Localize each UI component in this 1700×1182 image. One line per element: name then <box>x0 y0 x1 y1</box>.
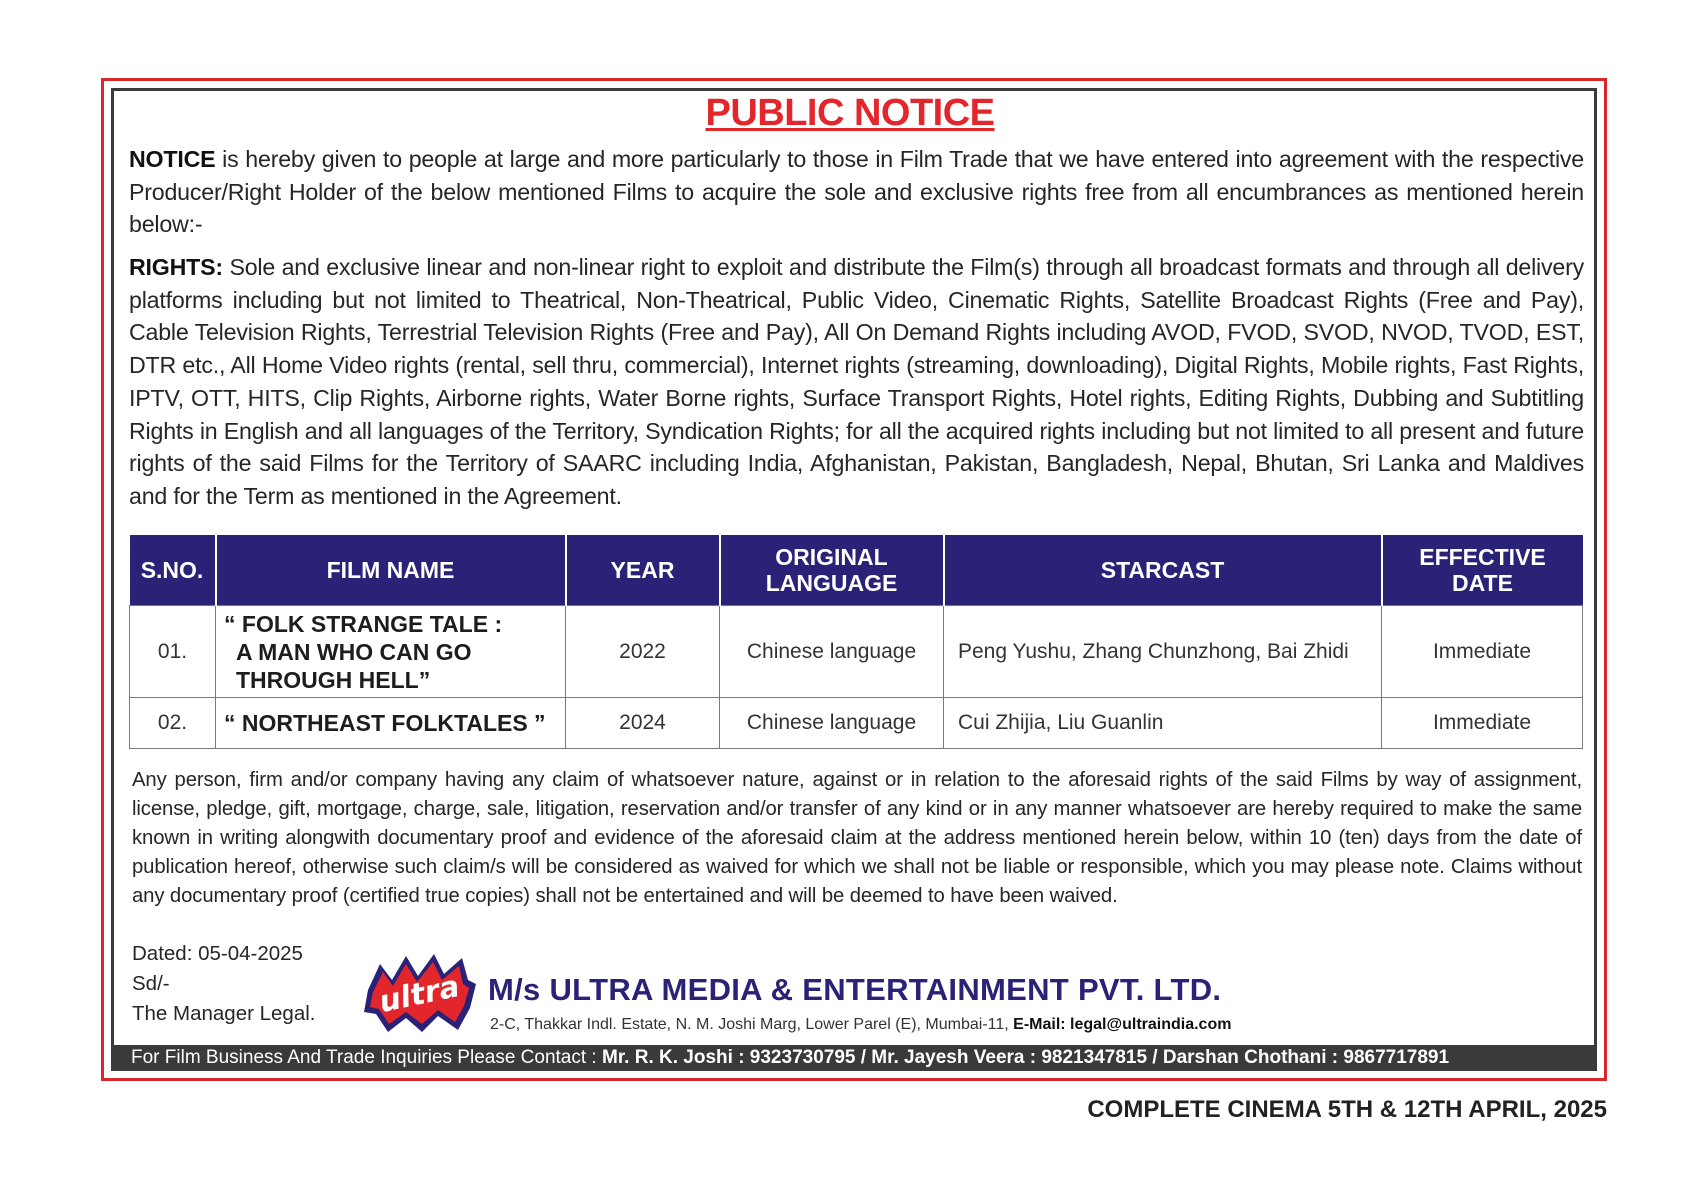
email-text: E-Mail: legal@ultraindia.com <box>1013 1016 1232 1033</box>
row-sno: 02. <box>130 698 216 749</box>
notice-lead: NOTICE <box>129 146 216 172</box>
row-effective-date: Immediate <box>1382 698 1583 749</box>
notice-text: is hereby given to people at large and more particularly to those in Film Trade that we have entered into agreement with the respective Producer/Right Holder of the below mentioned Films to acquire the sole and exclusive rights free from all encumbrances as mentioned herein below:- <box>129 146 1584 238</box>
row-year: 2022 <box>566 606 720 698</box>
signature-block <box>132 939 315 1029</box>
sd-line: Sd/- <box>132 972 170 995</box>
company-name: M/s ULTRA MEDIA & ENTERTAINMENT PVT. LTD. <box>488 972 1222 1007</box>
row-film-name: “ NORTHEAST FOLKTALES ” <box>216 698 566 749</box>
header-effective-date: EFFECTIVE DATE <box>1382 535 1583 606</box>
film-name-line3: THROUGH HELL” <box>236 666 431 693</box>
logo-text: ultra <box>376 969 463 1021</box>
notice-paragraph <box>129 143 1584 241</box>
table-header-row <box>130 535 1583 606</box>
contact-bar <box>114 1045 1594 1071</box>
header-original-language <box>720 535 944 606</box>
header-lang-line2: LANGUAGE <box>765 570 898 596</box>
address-text: 2-C, Thakkar Indl. Estate, N. M. Joshi Marg, Lower Parel (E), Mumbai-11, <box>490 1016 1014 1033</box>
dated-line: Dated: 05-04-2025 <box>132 942 303 965</box>
ultra-logo <box>362 950 478 1034</box>
contact-numbers: Mr. R. K. Joshi : 9323730795 / Mr. Jayesh Veera : 9821347815 / Darshan Chothani : 9867717891 <box>602 1047 1450 1068</box>
row-effective-date: Immediate <box>1382 606 1583 698</box>
header-sno: S.NO. <box>130 535 216 606</box>
row-year: 2024 <box>566 698 720 749</box>
contact-prefix: For Film Business And Trade Inquiries Please Contact : <box>131 1047 602 1068</box>
notice-title-wrap <box>0 92 1700 135</box>
film-name-line1: “ FOLK STRANGE TALE : <box>224 610 503 637</box>
film-name-line2: A MAN WHO CAN GO <box>236 638 472 665</box>
row-language: Chinese language <box>720 698 944 749</box>
rights-lead: RIGHTS: <box>129 254 223 280</box>
notice-title: PUBLIC NOTICE <box>705 92 995 134</box>
table-row <box>130 606 1583 698</box>
row-starcast: Cui Zhijia, Liu Guanlin <box>944 698 1382 749</box>
row-language: Chinese language <box>720 606 944 698</box>
header-starcast: STARCAST <box>944 535 1382 606</box>
publication-footer: COMPLETE CINEMA 5TH & 12TH APRIL, 2025 <box>1087 1096 1607 1123</box>
row-sno: 01. <box>130 606 216 698</box>
row-starcast: Peng Yushu, Zhang Chunzhong, Bai Zhidi <box>944 606 1382 698</box>
rights-paragraph <box>129 251 1584 513</box>
claim-paragraph: Any person, firm and/or company having any claim of whatsoever nature, against or in relation to the aforesaid rights of the said Films by way of assignment, license, pledge, gift, mortgage, charge, sale, litigation, reservation and/or transfer of any kind or in any manner whatsoever are hereby required to make the same known in writing alongwith documentary proof and evidence of the aforesaid claim at the address mentioned herein below, within 10 (ten) days from the date of publication hereof, otherwise such claim/s will be considered as waived for which we shall not be liable or responsible, which you may please note. Claims without any documentary proof (certified true copies) shall not be entertained and will be deemed to have been waived. <box>132 769 1582 907</box>
designation-line: The Manager Legal. <box>132 1002 316 1025</box>
header-year: YEAR <box>566 535 720 606</box>
header-film-name: FILM NAME <box>216 535 566 606</box>
company-address <box>490 1016 1231 1034</box>
films-table <box>129 535 1583 749</box>
table-row <box>130 698 1583 749</box>
rights-text: Sole and exclusive linear and non-linear right to exploit and distribute the Film(s) through all broadcast formats and through all delivery platforms including but not limited to Theatrical, Non-Theatrical, Public Video, Cinematic Rights, Satellite Broadcast Rights (Free and Pay), Cable Television Rights, Terrestrial Television Rights (Free and Pay), All On Demand Rights including AVOD, FVOD, SVOD, NVOD, TVOD, EST, DTR etc., All Home Video rights (rental, sell thru, commercial), Internet rights (streaming, downloading), Digital Rights, Mobile rights, Fast Rights, IPTV, OTT, HITS, Clip Rights, Airborne rights, Water Borne rights, Surface Transport Rights, Hotel rights, Editing Rights, Dubbing and Subtitling Rights in English and all languages of the Territory, Syndication Rights; for all the acquired rights including but not limited to all present and future rights of the said Films for the Territory of SAARC including India, Afghanistan, Pakistan, Bangladesh, Nepal, Bhutan, Sri Lanka and Maldives and for the Term as mentioned in the Agreement. <box>129 254 1584 509</box>
header-lang-line1: ORIGINAL <box>775 544 888 570</box>
row-film-name <box>216 606 566 698</box>
